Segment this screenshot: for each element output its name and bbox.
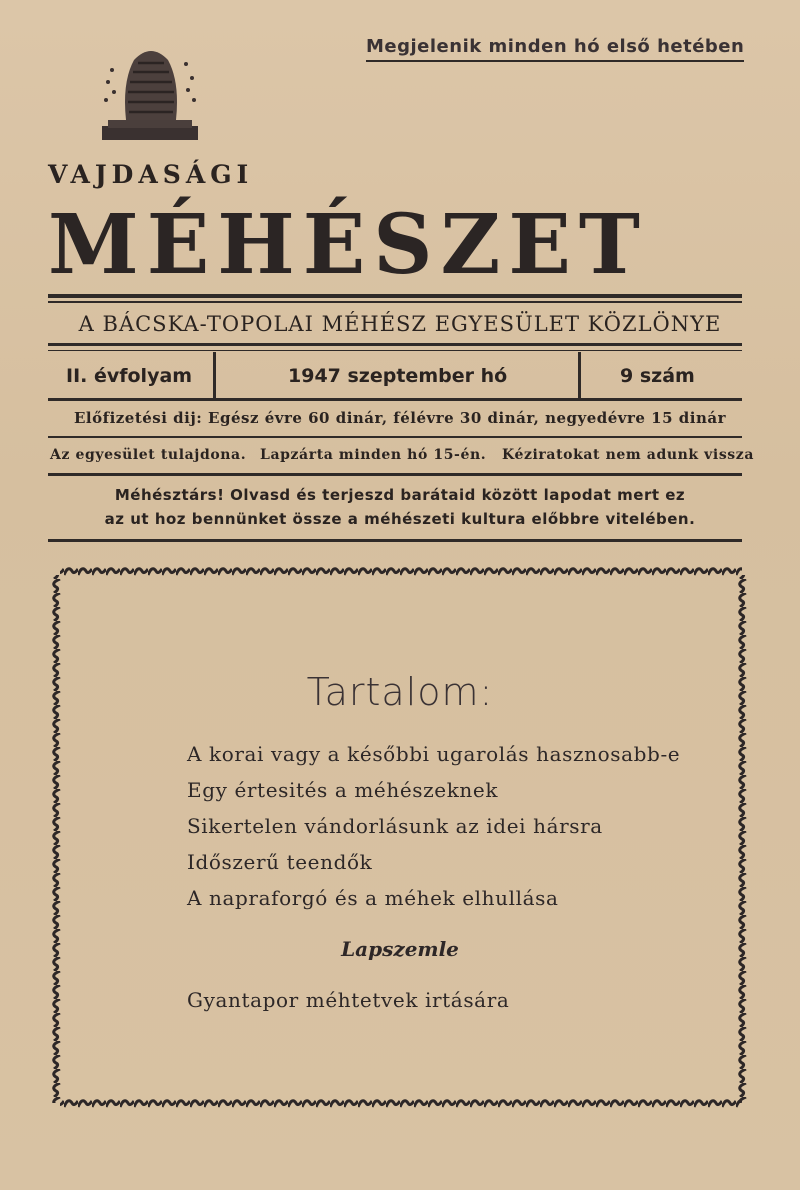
deadline-notice: Lapzárta minden hó 15-én. [260,447,487,463]
contents-item: Sikertelen vándorlásunk az idei hársra [187,814,603,838]
notices-rule [48,473,742,476]
issue-rule-bottom [48,398,742,401]
issue-separator-2 [578,352,581,398]
contents-item: Egy értesités a méhészeknek [187,778,499,802]
title-prefix: VAJDASÁGI [48,160,254,189]
contents-item: Időszerű teendők [187,850,373,874]
subtitle: A BÁCSKA-TOPOLAI MÉHÉSZ EGYESÜLET KÖZLÖNYE [78,312,722,336]
volume-label: II. évfolyam [66,365,193,387]
subscription-fee: Előfizetési dij: Egész évre 60 dinár, félévre 30 dinár, negyedévre 15 dinár [73,409,726,427]
ornamental-border [50,565,750,1113]
manuscripts-notice: Kéziratokat nem adunk vissza [502,447,755,463]
title-rule-bottom [48,301,742,303]
issue-rule-top [48,343,742,346]
subscription-rule [48,436,742,438]
appeal-line-1: Méhésztárs! Olvasd és terjeszd barátaid között lapodat mert ez [114,486,686,504]
appeal-line-2: az ut hoz bennünket össze a méhészeti kultura előbbre vitelében. [104,510,696,528]
appeal-rule [48,539,742,542]
frequency-note: Megjelenik minden hó első hetében [366,36,745,57]
contents-title: Tartalom: [306,670,494,714]
beehive-icon [96,42,206,147]
contents-item: A napraforgó és a méhek elhullása [187,886,559,910]
contents-item: A korai vagy a későbbi ugarolás hasznosabb-e [187,742,681,766]
frequency-underline [366,60,744,62]
issue-separator-1 [213,352,216,398]
main-title: MÉHÉSZET [48,197,648,293]
issue-rule-top-thin [48,350,742,351]
title-rule-top [48,294,742,298]
issue-date: 1947 szeptember hó [288,365,508,387]
owner-notice: Az egyesület tulajdona. [50,447,247,463]
section-item: Gyantapor méhtetvek irtására [187,988,510,1012]
section-heading: Lapszemle [341,937,459,961]
issue-number: 9 szám [620,365,695,387]
